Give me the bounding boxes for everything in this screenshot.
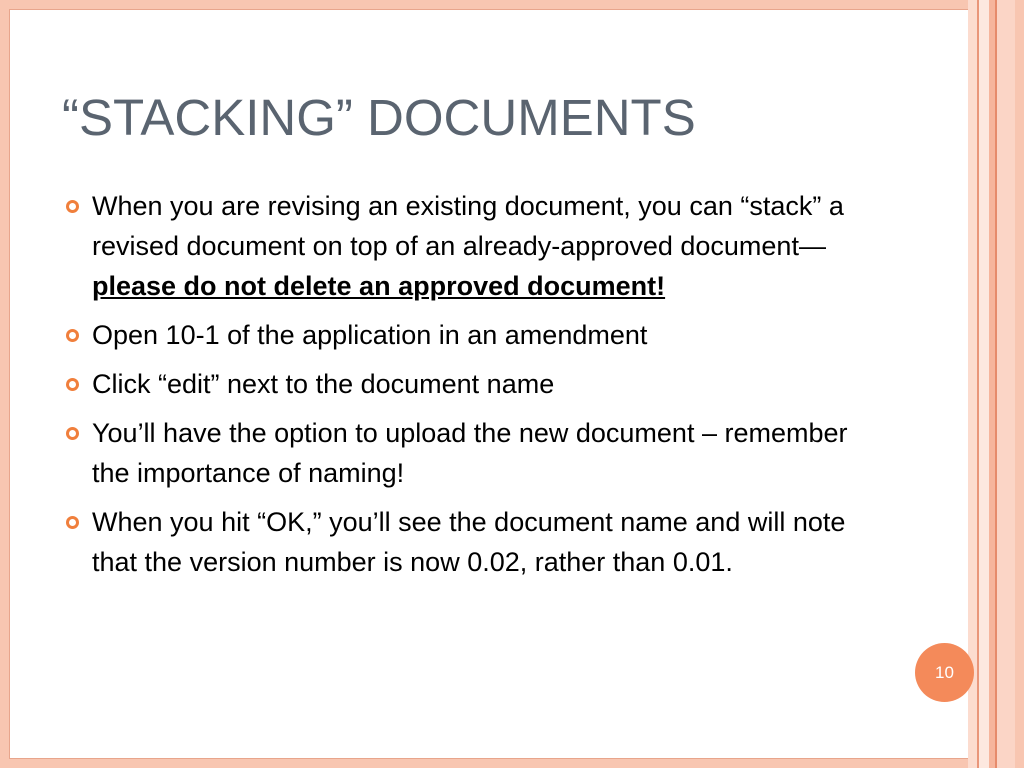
decorative-stripe [968,0,977,768]
decorative-stripe [997,0,1015,768]
circle-bullet-icon [66,329,79,342]
bullet-emphasis: please do not delete an approved document! [92,271,666,301]
bullet-item [62,315,882,355]
slide-title: “STACKING” DOCUMENTS [62,89,696,146]
circle-bullet-icon [66,427,79,440]
decorative-stripe [979,0,989,768]
bullet-text: When you are revising an existing document, you can “stack” a revised document on top of an already-approved document— [92,191,844,261]
bullet-item [62,186,882,306]
bullet-list [62,186,882,591]
bullet-text: Click “edit” next to the document name [92,369,555,399]
circle-bullet-icon [66,378,79,391]
circle-bullet-icon [66,200,79,213]
bullet-text: You’ll have the option to upload the new document – remember the importance of naming! [92,418,848,488]
page-number-badge: 10 [915,643,974,702]
bullet-item [62,413,882,493]
bullet-item [62,502,882,582]
circle-bullet-icon [66,516,79,529]
bullet-text: When you hit “OK,” you’ll see the document name and will note that the version number is now 0.02, rather than 0.01. [92,507,846,577]
bullet-text: Open 10-1 of the application in an amendment [92,320,648,350]
bullet-item [62,364,882,404]
